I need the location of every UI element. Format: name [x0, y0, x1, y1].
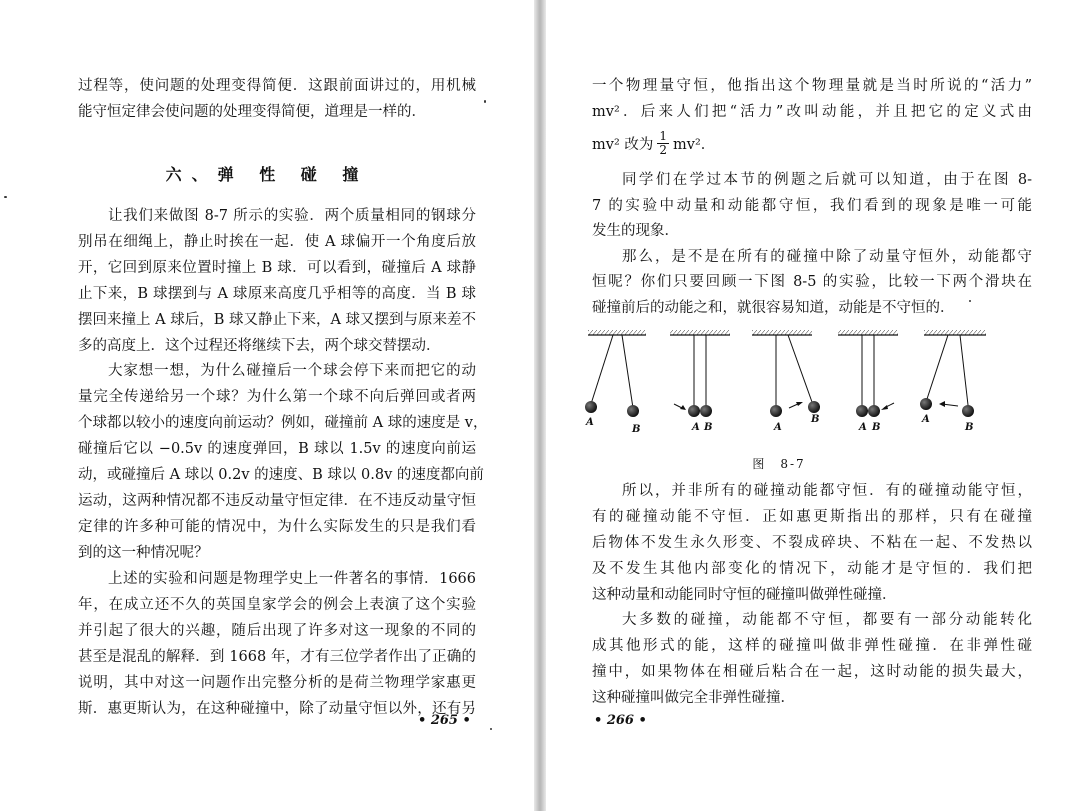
ceiling-hatch [838, 330, 898, 335]
scan-speck [484, 100, 486, 103]
text-line: 别吊在细绳上，静止时挨在一起．使 A 球偏开一个角度后放 [78, 234, 476, 250]
text-line: 止下来，B 球摆到与 A 球原来高度几乎相等的高度．当 B 球 [78, 286, 476, 302]
book-gutter [534, 0, 546, 811]
scan-speck [490, 728, 492, 730]
formula-line [592, 126, 715, 160]
ball-b [627, 405, 639, 417]
text-line: 上述的实验和问题是物理学史上一件著名的事情．1666 [108, 571, 476, 587]
text-line: 过程等，使问题的处理变得简便．这跟前面讲过的，用机械 [78, 78, 476, 94]
text-line: 并引起了很大的兴趣，随后出现了许多对这一现象的不同的 [78, 623, 476, 639]
text-line: 甚至是混乱的解释．到 1668 年，才有三位学者作出了正确的 [78, 649, 476, 665]
text-line: 斯．惠更斯认为，在这种碰撞中，除了动量守恒以外，还有另 [78, 701, 476, 717]
ball-label: A [774, 422, 782, 433]
ball-label: B [704, 422, 713, 433]
text-line: 这种碰撞叫做完全非弹性碰撞． [592, 690, 795, 706]
page-number: • 265 • [418, 713, 471, 728]
scan-speck [4, 196, 7, 198]
ball-label: B [965, 422, 974, 433]
string-a [591, 335, 613, 404]
pendulum-panel-4 [838, 330, 898, 417]
ball-label: B [632, 424, 641, 435]
pendulum-panel-1 [585, 330, 646, 417]
text-line: 及不发生其他内部变化的情况下，动能才是守恒的．我们把 [592, 561, 1032, 577]
text-line: 大多数的碰撞，动能都不守恒，都要有一部分动能转化 [622, 612, 1032, 628]
text-line: 有的碰撞动能不守恒．正如惠更斯指出的那样，只有在碰撞 [592, 509, 1032, 525]
string-a [927, 335, 948, 399]
text-line: mv²．后来人们把“活力”改叫动能，并且把它的定义式由 [592, 104, 1032, 120]
figure-8-7-pendulums [576, 326, 996, 438]
text-line: 所以，并非所有的碰撞动能都守恒．有的碰撞动能守恒， [622, 483, 1032, 499]
scan-speck [969, 300, 971, 302]
fraction-one-half [657, 130, 669, 157]
text-line: 后物体不发生永久形变、不裂成碎块、不粘在一起、不发热以 [592, 535, 1032, 551]
ball-a [770, 405, 782, 417]
ball-a [585, 401, 597, 413]
ball-b [868, 405, 880, 417]
text-line: 同学们在学过本节的例题之后就可以知道，由于在图 8- [622, 172, 1032, 188]
arrowhead [939, 401, 945, 407]
text-line: 动，或碰撞后 A 球以 0.2v 的速度、B 球以 0.8v 的速度都向前 [78, 467, 484, 483]
text-line: 这种动量和动能同时守恒的碰撞叫做弹性碰撞． [592, 587, 897, 603]
ceiling-hatch [924, 330, 986, 335]
page-number: • 266 • [594, 713, 647, 728]
string-b [960, 335, 968, 405]
ball-label: B [872, 422, 881, 433]
pendulum-panel-5 [920, 330, 986, 417]
ball-b [808, 401, 820, 413]
formula-suffix: mv²． [673, 136, 716, 153]
text-line: 摆回来撞上 A 球后，B 球又静止下来，A 球又摆到与原来差不 [78, 312, 477, 328]
text-line: 碰撞后它以 −0.5v 的速度弹回，B 球以 1.5v 的速度向前运 [78, 441, 476, 457]
text-line: 碰撞前后的动能之和，就很容易知道，动能是不守恒的． [592, 300, 955, 316]
pendulum-panel-2 [670, 330, 730, 417]
ball-a [856, 405, 868, 417]
ball-label: A [859, 422, 867, 433]
text-line: 发生的现象． [592, 223, 679, 239]
text-line: 多的高度上．这个过程还将继续下去，两个球交替摆动． [78, 338, 441, 354]
text-line: 大家想一想，为什么碰撞后一个球会停下来而把它的动 [108, 363, 476, 379]
text-line: 能守恒定律会使问题的处理变得简便，道理是一样的． [78, 104, 426, 120]
text-line: 量完全传递给另一个球？为什么第一个球不向后弹回或者两 [78, 389, 476, 405]
figure-caption: 图 8-7 [752, 457, 806, 471]
text-line: 到的这一种情况呢？ [78, 545, 209, 561]
ball-label: A [586, 417, 594, 428]
text-line: 年，在成立还不久的英国皇家学会的例会上表演了这个实验 [78, 597, 476, 613]
section-heading: 六、弹 性 碰 撞 [165, 165, 369, 184]
ball-b [962, 405, 974, 417]
text-line: 恒呢？你们只要回顾一下图 8-5 的实验，比较一下两个滑块在 [592, 274, 1032, 290]
text-line: 开，它回到原来位置时撞上 B 球．可以看到，碰撞后 A 球静 [78, 260, 476, 276]
text-line: 让我们来做图 8-7 所示的实验．两个质量相同的钢球分 [108, 208, 476, 224]
fraction-denominator: 2 [659, 142, 668, 157]
pendulum-panel-3 [752, 330, 820, 417]
text-line: 撞中，如果物体在相碰后粘合在一起，这时动能的损失最大， [592, 664, 1032, 680]
left-page [0, 0, 534, 811]
text-line: 定律的许多种可能的情况中，为什么实际发生的只是我们看 [78, 519, 476, 535]
text-line: 一个物理量守恒，他指出这个物理量就是当时所说的“活力” [592, 78, 1032, 94]
arrowhead [796, 402, 803, 406]
ball-label: B [811, 414, 820, 425]
text-line: 说明，其中对这一问题作出完整分析的是荷兰物理学家惠更 [78, 675, 476, 691]
text-line: 运动，这两种情况都不违反动量守恒定律．在不违反动量守恒 [78, 493, 476, 509]
ceiling-hatch [670, 330, 730, 335]
formula-prefix: mv² 改为 [592, 136, 654, 153]
ball-label: A [692, 422, 700, 433]
text-line: 成其他形式的能，这样的碰撞叫做非弹性碰撞．在非弹性碰 [592, 638, 1032, 654]
ceiling-hatch [588, 330, 646, 335]
ceiling-hatch [752, 330, 812, 335]
text-line: 那么，是不是在所有的碰撞中除了动量守恒外，动能都守 [622, 249, 1032, 265]
ball-a [920, 398, 932, 410]
ball-a [688, 405, 700, 417]
text-line: 7 的实验中动量和动能都守恒，我们看到的现象是唯一可能 [592, 198, 1032, 214]
ball-b [700, 405, 712, 417]
string-b [622, 335, 633, 408]
fraction-numerator: 1 [659, 128, 668, 143]
text-line: 个球都以较小的速度向前运动？例如，碰撞前 A 球的速度是 v， [78, 415, 488, 431]
string-b [788, 335, 812, 402]
arrowhead [881, 405, 888, 410]
ball-label: A [922, 414, 930, 425]
right-page [546, 0, 1080, 811]
